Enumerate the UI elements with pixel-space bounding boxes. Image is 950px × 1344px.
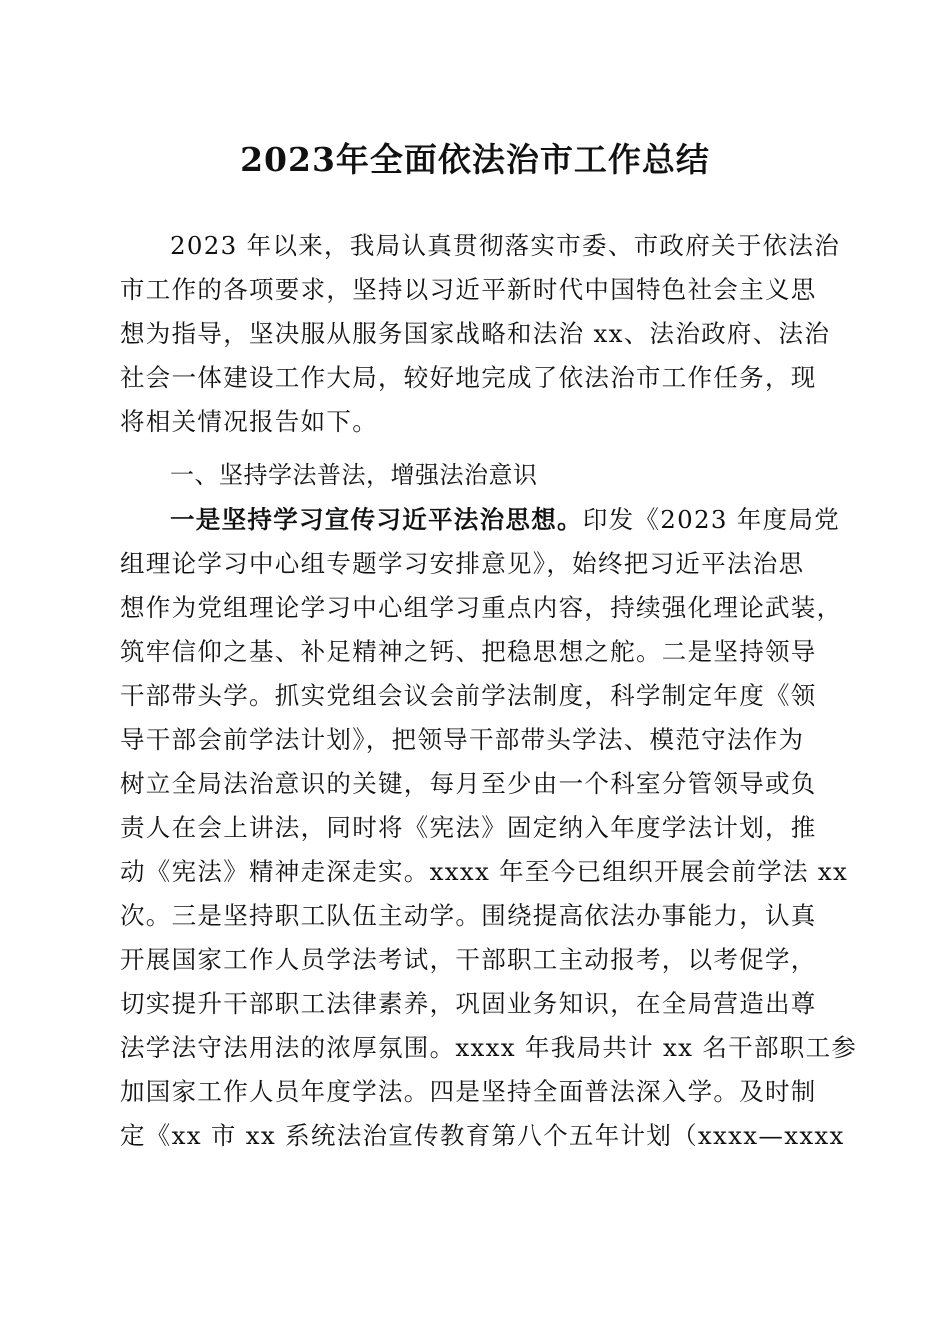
paragraph-line: 想作为党组理论学习中心组学习重点内容，持续强化理论武装， xyxy=(120,593,843,622)
paragraph-line: 筑牢信仰之基、补足精神之钙、把稳思想之舵。二是坚持领导 xyxy=(120,637,817,666)
paragraph-line: 动《宪法》精神走深走实。xxxx 年至今已组织开展会前学法 xx xyxy=(120,857,849,886)
paragraph-line: 组理论学习中心组专题学习安排意见》，始终把习近平法治思 xyxy=(120,549,805,578)
paragraph-line: 干部带头学。抓实党组会议会前学法制度，科学制定年度《领 xyxy=(120,681,817,710)
lead-sentence: 一是坚持学习宣传习近平法治思想。 xyxy=(170,505,583,534)
section-heading: 一、坚持学法普法，增强法治意识 xyxy=(170,461,538,489)
intro-line: 社会一体建设工作大局，较好地完成了依法治市工作任务，现 xyxy=(120,363,817,392)
paragraph-line: 定《xx 市 xx 系统法治宣传教育第八个五年计划（xxxx—xxxx xyxy=(120,1121,845,1150)
intro-line: 2023 年以来，我局认真贯彻落实市委、市政府关于依法治 xyxy=(170,231,841,260)
paragraph-line: 切实提升干部职工法律素养，巩固业务知识，在全局营造出尊 xyxy=(120,989,817,1018)
intro-line: 想为指导，坚决服从服务国家战略和法治 xx、法治政府、法治 xyxy=(120,319,831,348)
paragraph-line: 开展国家工作人员学法考试，干部职工主动报考，以考促学， xyxy=(120,945,817,974)
paragraph-line: 法学法守法用法的浓厚氛围。xxxx 年我局共计 xx 名干部职工参 xyxy=(120,1033,858,1062)
paragraph-line: 导干部会前学法计划》，把领导干部带头学法、模范守法作为 xyxy=(120,725,805,754)
lead-rest: 印发《2023 年度局党 xyxy=(582,505,841,534)
paragraph-line: 加国家工作人员年度学法。四是坚持全面普法深入学。及时制 xyxy=(120,1077,817,1106)
document-title: 2023年全面依法治市工作总结 xyxy=(240,140,710,179)
paragraph-line: 树立全局法治意识的关键，每月至少由一个科室分管领导或负 xyxy=(120,769,817,798)
paragraph-first-line xyxy=(170,498,840,542)
intro-line: 市工作的各项要求，坚持以习近平新时代中国特色社会主义思 xyxy=(120,275,817,304)
paragraph-line: 责人在会上讲法，同时将《宪法》固定纳入年度学法计划，推 xyxy=(120,813,817,842)
intro-line: 将相关情况报告如下。 xyxy=(120,407,378,436)
paragraph-line: 次。三是坚持职工队伍主动学。围绕提高依法办事能力，认真 xyxy=(120,901,817,930)
